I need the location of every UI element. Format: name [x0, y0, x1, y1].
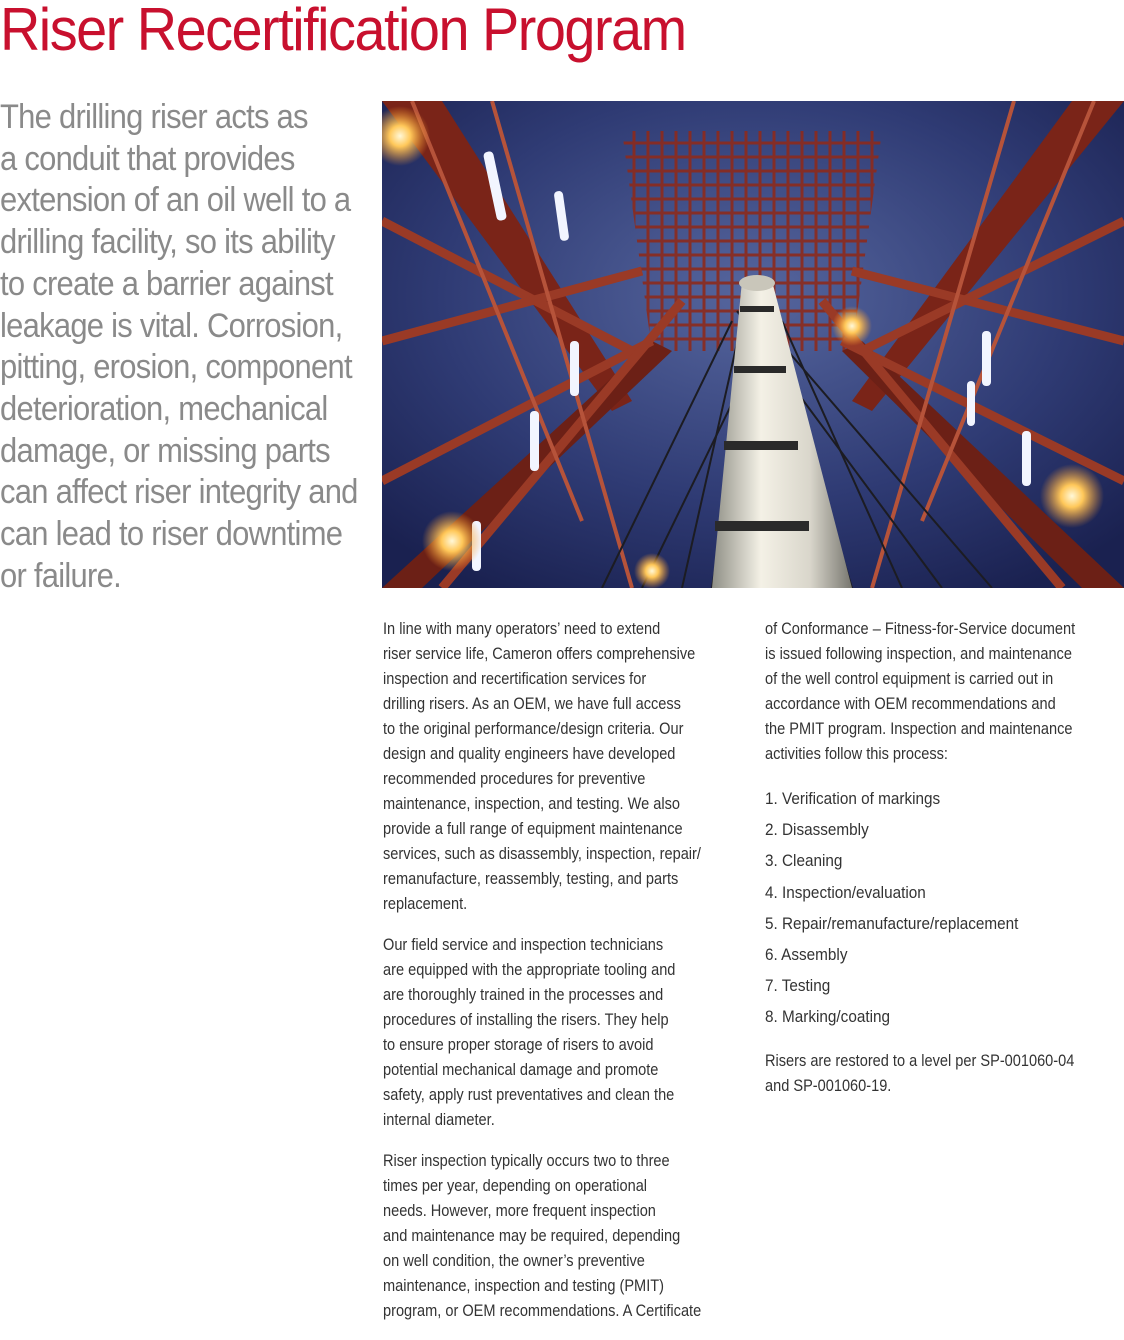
text-line: provide a full range of equipment maintenance — [383, 820, 683, 838]
body-column-left — [383, 617, 743, 1340]
text-line: and maintenance may be required, depending — [383, 1227, 681, 1245]
lead-line: damage, or missing parts — [0, 431, 330, 470]
lead-line: drilling facility, so its ability — [0, 223, 335, 262]
text-line: riser service life, Cameron offers comprehensive — [383, 645, 696, 663]
lead-line: deterioration, mechanical — [0, 389, 328, 428]
text-line: Riser inspection typically occurs two to three — [383, 1152, 670, 1170]
text-line: safety, apply rust preventatives and clean the — [383, 1086, 675, 1104]
riser-photo — [382, 101, 1124, 588]
list-item: 5. Repair/remanufacture/replacement — [765, 913, 1019, 933]
lead-line: The drilling riser acts as — [0, 98, 308, 136]
text-line: and SP-001060-19. — [765, 1076, 892, 1095]
lead-line: pitting, erosion, component — [0, 348, 352, 387]
list-item: 7. Testing — [765, 976, 831, 996]
page-title: Riser Recertification Program — [0, 0, 686, 63]
text-line: of the well control equipment is carried out in — [765, 670, 1054, 688]
lead-line: leakage is vital. Corrosion, — [0, 306, 343, 345]
list-item: 1. Verification of markings — [765, 789, 941, 808]
paragraph-field-service — [383, 933, 743, 1133]
text-line: are thoroughly trained in the processes and — [383, 986, 664, 1004]
list-item: 4. Inspection/evaluation — [765, 882, 926, 902]
lead-line: extension of an oil well to a — [0, 181, 351, 220]
text-line: services, such as disassembly, inspection, repair/ — [383, 845, 701, 863]
text-line: In line with many operators’ need to extend — [383, 620, 661, 638]
text-line: activities follow this process: — [765, 745, 948, 763]
lead-line: to create a barrier against — [0, 264, 333, 303]
text-line: maintenance, inspection, and testing. We also — [383, 795, 680, 813]
process-steps-list — [765, 783, 1124, 1033]
lead-line: can lead to riser downtime — [0, 515, 343, 554]
text-line: potential mechanical damage and promote — [383, 1061, 659, 1079]
text-line: to the original performance/design criteria. Our — [383, 720, 684, 738]
list-item: 6. Assembly — [765, 945, 848, 965]
body-column-right — [765, 617, 1124, 1115]
paragraph-closing — [765, 1049, 1124, 1099]
text-line: recommended procedures for preventive — [383, 770, 646, 788]
text-line: internal diameter. — [383, 1111, 495, 1129]
text-line: procedures of installing the risers. They help — [383, 1011, 669, 1029]
text-line: times per year, depending on operational — [383, 1177, 648, 1195]
text-line: inspection and recertification services for — [383, 670, 647, 688]
text-line: program, or OEM recommendations. A Certificate — [383, 1302, 702, 1320]
list-item: 8. Marking/coating — [765, 1007, 891, 1027]
text-line: Risers are restored to a level per SP-001060-04 — [765, 1051, 1075, 1070]
text-line: to ensure proper storage of risers to avoid — [383, 1036, 654, 1054]
list-item: 2. Disassembly — [765, 820, 869, 840]
text-line: replacement. — [383, 895, 468, 913]
text-line: is issued following inspection, and maintenance — [765, 645, 1072, 663]
text-line: Our field service and inspection technicians — [383, 936, 664, 954]
lead-line: or failure. — [0, 556, 121, 595]
paragraph-intro — [383, 617, 743, 917]
text-line: are equipped with the appropriate tooling and — [383, 961, 676, 979]
drilling-derrick-image — [382, 101, 1124, 588]
text-line: on well condition, the owner’s preventive — [383, 1252, 645, 1270]
text-line: of Conformance – Fitness-for-Service document — [765, 620, 1076, 638]
text-line: maintenance, inspection and testing (PMIT) — [383, 1277, 664, 1295]
lead-line: a conduit that provides — [0, 139, 295, 178]
text-line: needs. However, more frequent inspection — [383, 1202, 656, 1220]
paragraph-certificate — [765, 617, 1124, 767]
lead-paragraph — [0, 97, 358, 597]
text-line: remanufacture, reassembly, testing, and parts — [383, 870, 679, 888]
text-line: accordance with OEM recommendations and — [765, 695, 1056, 713]
paragraph-inspection-frequency — [383, 1149, 743, 1324]
text-line: design and quality engineers have developed — [383, 745, 676, 763]
text-line: the PMIT program. Inspection and maintenance — [765, 720, 1073, 738]
lead-line: can affect riser integrity and — [0, 473, 358, 512]
list-item: 3. Cleaning — [765, 851, 843, 871]
text-line: drilling risers. As an OEM, we have full access — [383, 695, 681, 713]
